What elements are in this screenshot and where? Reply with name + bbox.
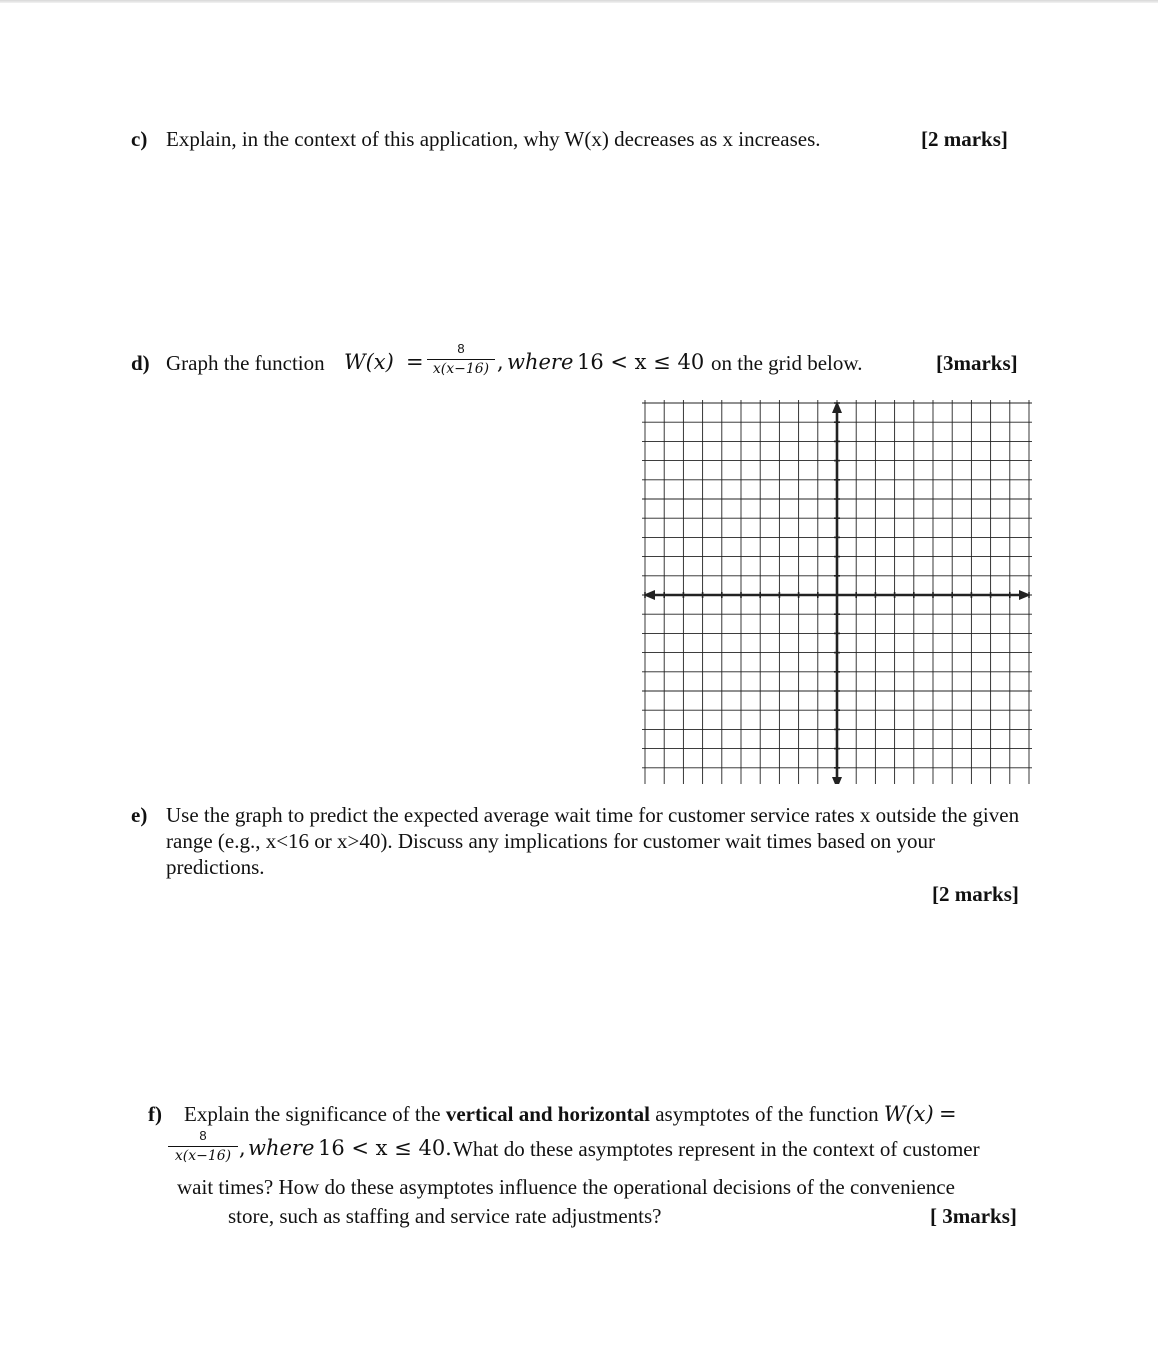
question-f-equals: = xyxy=(938,1102,957,1126)
y-axis-down-arrow-icon xyxy=(832,777,842,784)
question-e-line-1: Use the graph to predict the expected average wait time for customer service rates x outside the given xyxy=(166,803,1020,827)
question-c-text: Explain, in the context of this application, why W(x) decreases as x increases. xyxy=(166,127,821,151)
question-d-fraction-denominator: x(x−16) xyxy=(432,361,490,377)
question-c-label: c) xyxy=(131,127,148,151)
question-d-text-before: Graph the function xyxy=(166,351,325,375)
question-f-line-2-post: What do these asymptotes represent in the context of customer xyxy=(453,1137,980,1161)
question-f-fraction xyxy=(168,1129,238,1164)
question-d-fraction-bar xyxy=(427,359,495,360)
question-d-fraction xyxy=(427,342,495,377)
question-d-label: d) xyxy=(131,351,150,375)
question-c-marks: [2 marks] xyxy=(921,127,1008,151)
question-f-function-lhs: W(x) xyxy=(883,1102,934,1126)
question-f-line-3: wait times? How do these asymptotes influence the operational decisions of the convenience xyxy=(177,1175,955,1199)
axes xyxy=(643,401,1031,784)
question-e-marks: [2 marks] xyxy=(932,882,1019,906)
question-f-line-1-pre: Explain the significance of the xyxy=(184,1102,441,1126)
question-e-line-2: range (e.g., x<16 or x>40). Discuss any implications for customer wait times based on your xyxy=(166,829,936,853)
question-d-fraction-numerator: 8 xyxy=(457,341,465,356)
question-f-where: where xyxy=(248,1136,315,1160)
question-f-line-1 xyxy=(184,1101,957,1127)
question-d-function-lhs: W(x) xyxy=(344,350,394,374)
question-f-line-1-post: asymptotes of the function xyxy=(655,1102,879,1126)
question-f-marks: [ 3marks] xyxy=(930,1204,1017,1228)
question-d-where: where xyxy=(507,350,574,374)
question-f-line-1-bold: vertical and horizontal xyxy=(445,1102,650,1126)
question-f-fraction-denominator: x(x−16) xyxy=(174,1148,232,1164)
question-f-domain: 16 < x ≤ 40. xyxy=(318,1136,452,1160)
question-f-label: f) xyxy=(148,1102,162,1126)
question-e-line-3: predictions. xyxy=(166,855,265,879)
window-top-edge xyxy=(0,0,1158,3)
question-f-line-4: store, such as staffing and service rate adjustments? xyxy=(228,1204,662,1228)
question-f-fraction-numerator: 8 xyxy=(199,1128,207,1143)
question-d-text-after: on the grid below. xyxy=(711,351,863,375)
question-d-comma: , xyxy=(497,350,504,374)
question-e-label: e) xyxy=(131,803,148,827)
question-d-marks: [3marks] xyxy=(936,351,1018,375)
question-f-fraction-bar xyxy=(168,1146,238,1147)
question-d-domain: 16 < x ≤ 40 xyxy=(577,350,705,374)
coordinate-grid[interactable] xyxy=(640,398,1032,784)
question-d-equals: = xyxy=(406,350,424,374)
question-f-comma: , xyxy=(239,1136,246,1160)
